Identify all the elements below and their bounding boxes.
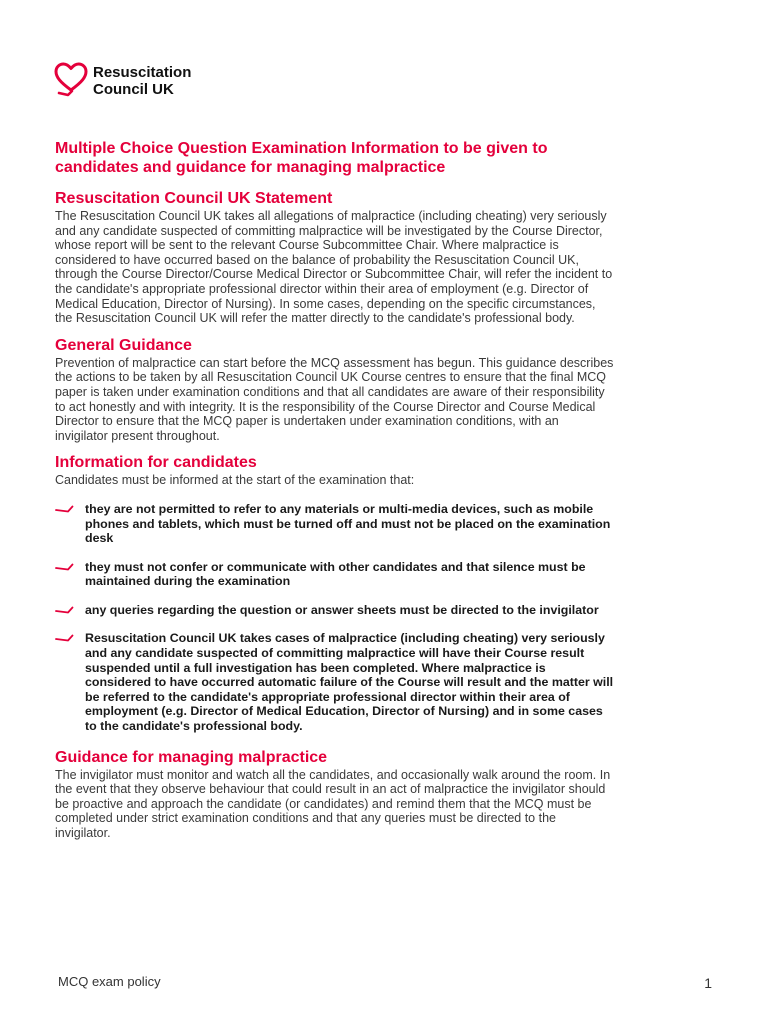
logo-text: [93, 64, 191, 98]
tick-bullet-icon: [55, 606, 75, 616]
candidate-rules-list: [55, 502, 615, 734]
tick-bullet-icon: [55, 505, 75, 515]
candidates-intro: Candidates must be informed at the start of the examination that:: [55, 473, 415, 488]
general-guidance-body: Prevention of malpractice can start before the MCQ assessment has begun. This guidance describes the actions to be taken by all Resuscitation Council UK Course centres to ensure that the final MCQ paper is taken under examination conditions and that all candidates are aware of their responsibility to act honestly and with integrity. It is the responsibility of the Course Director and Course Medical Director to ensure that the MCQ paper is undertaken under examination conditions, with an invigilator present throughout.: [55, 355, 614, 443]
logo: [54, 62, 191, 98]
logo-line-2: Council UK: [93, 81, 174, 98]
list-item-text: any queries regarding the question or answer sheets must be directed to the invigilator: [85, 602, 599, 617]
document-title: Multiple Choice Question Examination Information to be given to candidates and guidance for managing malpractice: [55, 140, 548, 176]
list-item: [55, 631, 615, 733]
list-item-text: they are not permitted to refer to any materials or multi-media devices, such as mobile phones and tablets, which must be turned off and must not be placed on the examination desk: [85, 501, 611, 546]
statement-heading: Resuscitation Council UK Statement: [55, 190, 333, 207]
general-guidance-heading: General Guidance: [55, 336, 192, 354]
statement-body: The Resuscitation Council UK takes all allegations of malpractice (including cheating) very seriously and any candidate suspected of committing malpractice will be investigated by the Course Director, whose report will be sent to the relevant Course Subcommittee Chair. Where malpractice is considered to have occurred based on the balance of probability the Resuscitation Council UK, through the Course Director/Course Medical Director or Subcommittee Chair, will refer the incident to the candidate's appropriate professional director within their area of employment (e.g. Director of Medical Education, Director of Nursing). In some cases, depending on the specific circumstances, the Resuscitation Council UK will refer the matter directly to the candidate's professional body.: [55, 209, 613, 326]
candidates-heading: Information for candidates: [55, 454, 257, 472]
list-item-text: they must not confer or communicate with other candidates and that silence must be maintained during the examination: [85, 559, 586, 589]
managing-malpractice-heading: Guidance for managing malpractice: [55, 748, 328, 766]
heart-logo-icon: [54, 62, 88, 98]
tick-bullet-icon: [55, 563, 75, 573]
list-item-text: Resuscitation Council UK takes cases of malpractice (including cheating) very seriously and any candidate suspected of committing malpractice will have their Course result suspended until a full investigation has been completed. Where malpractice is considered to have occurred automatic failure of the Course will result and the matter will be referred to the candidate's appropriate professional director within their area of employment (e.g. Director of Medical Education, Director of Nursing) and in some cases to the candidate's professional body.: [85, 631, 614, 734]
document-body: [55, 139, 615, 851]
managing-malpractice-body: The invigilator must monitor and watch all the candidates, and occasionally walk around the room. In the event that they observe behaviour that could result in an act of malpractice the invigilator should be proactive and approach the candidate (or candidates) and remind them that the MCQ must be completed under strict examination conditions and that any queries must be directed to the invigilator.: [55, 767, 611, 840]
page-number: 1: [704, 975, 712, 991]
list-item: [55, 560, 615, 589]
list-item: [55, 603, 615, 618]
logo-line-1: Resuscitation: [93, 64, 192, 81]
list-item: [55, 502, 615, 546]
tick-bullet-icon: [55, 634, 75, 644]
footer-label: MCQ exam policy: [58, 974, 161, 989]
